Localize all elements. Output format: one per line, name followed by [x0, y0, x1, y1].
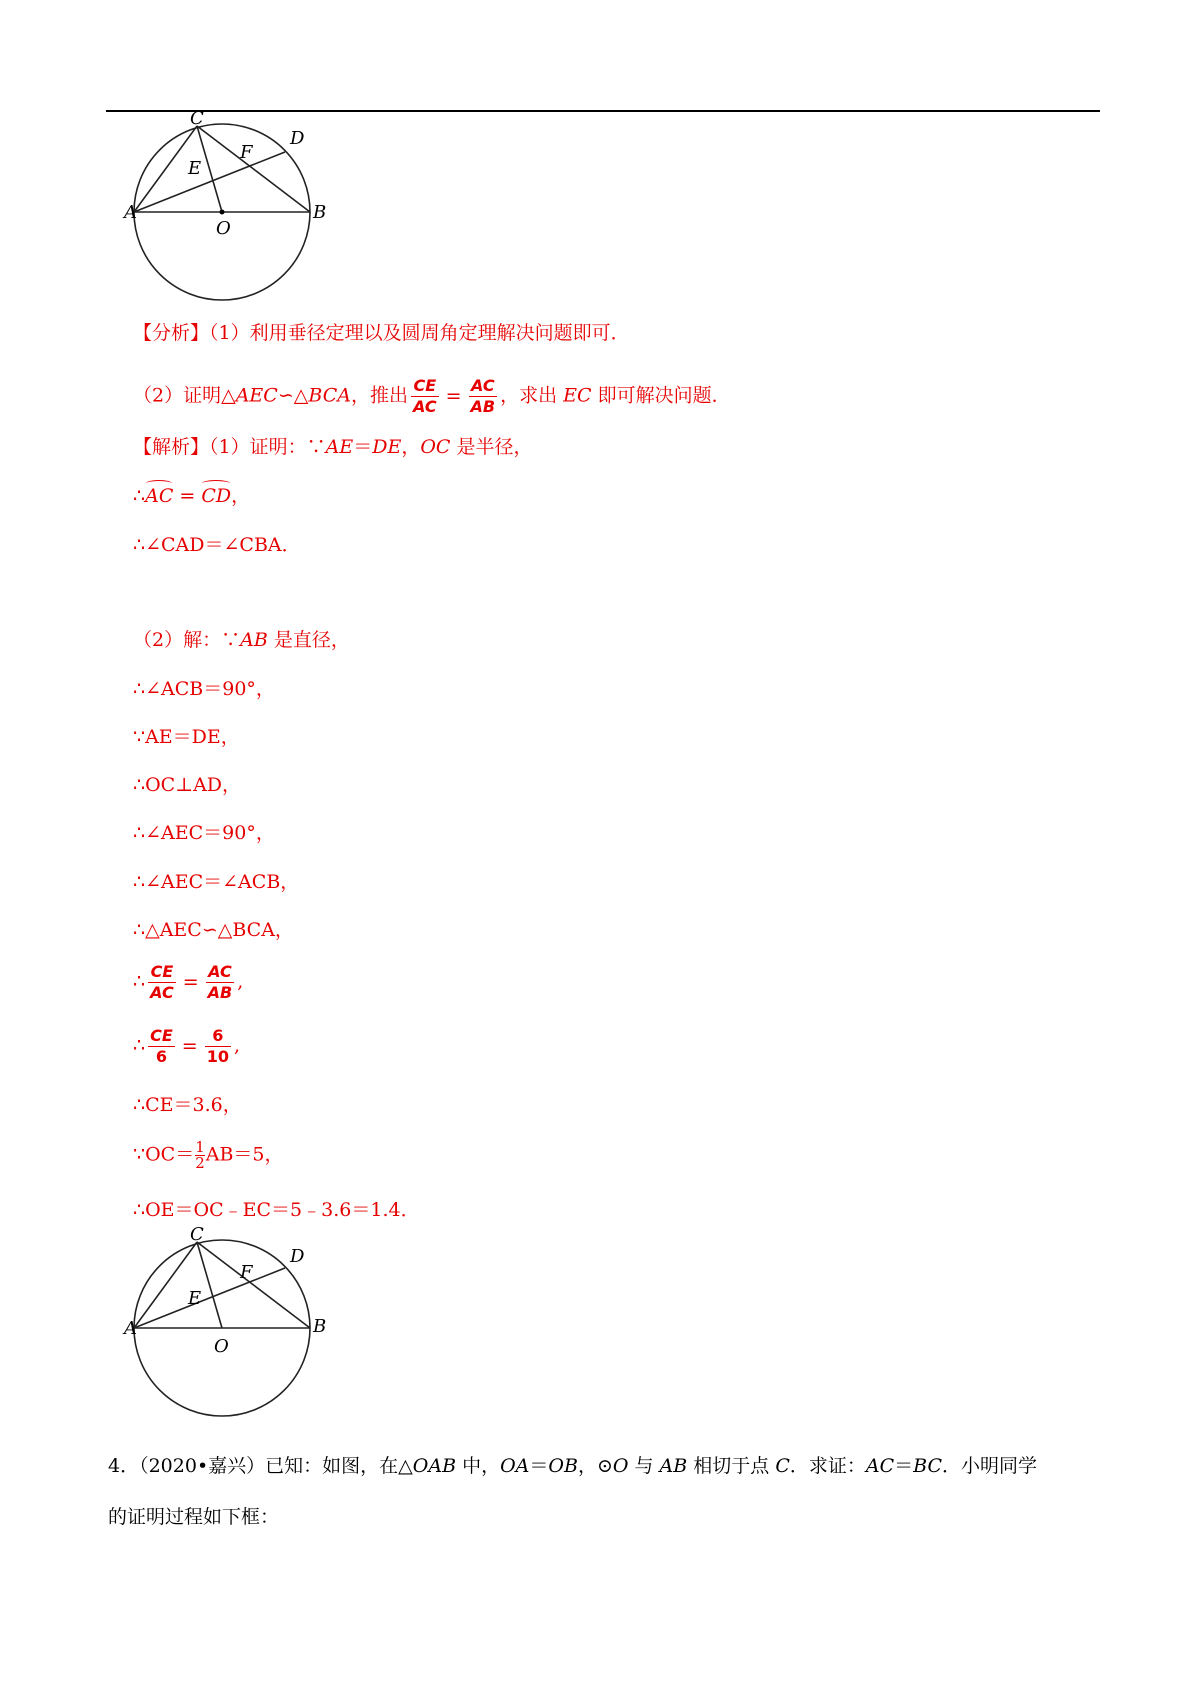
label-o: O: [216, 218, 231, 239]
step-10-pre: ∵OC＝: [133, 1143, 195, 1166]
therefore: ∴: [133, 970, 146, 993]
frac-den: AC: [150, 983, 174, 1002]
circle-figure-top: [124, 108, 350, 312]
label-e: E: [188, 158, 202, 179]
equals-sign: =: [182, 970, 199, 993]
p4-end: ．小明同学: [942, 1455, 1038, 1477]
sol-text-end: 是半径，: [450, 436, 533, 458]
fraction-ac-ab: [469, 376, 498, 417]
fraction-6-10: [205, 1026, 231, 1067]
step-2: ∵AE＝DE，: [133, 726, 240, 748]
step-1: ∴∠ACB＝90°，: [133, 678, 275, 700]
frac-num: CE: [411, 376, 439, 397]
step-4: ∴∠AEC＝90°，: [133, 822, 275, 844]
fraction-ce-ac: [411, 376, 439, 417]
analysis-tag: 【分析】: [133, 322, 210, 344]
p4-ab: AB: [659, 1455, 688, 1477]
p4-tan: 相切于点: [687, 1455, 776, 1477]
circle-figure-bottom: [124, 1224, 350, 1428]
p4-oa: OA: [500, 1455, 530, 1477]
step-5: ∴∠AEC＝∠ACB，: [133, 871, 300, 893]
analysis-line-1: [133, 320, 630, 346]
equals-sign: =: [181, 1034, 198, 1057]
step-11: ∴OE＝OC﹣EC＝5﹣3.6＝1.4．: [133, 1199, 420, 1221]
label-b: B: [313, 202, 327, 223]
arc-ac: AC: [145, 485, 174, 507]
label-f: F: [240, 142, 253, 163]
arc-cd: CD: [201, 485, 232, 507]
solution-part2-line: [133, 627, 350, 653]
sol2-end: 是直径，: [267, 629, 350, 651]
p4-eq: ＝: [529, 1455, 549, 1477]
p4-ac: AC: [865, 1455, 895, 1477]
p4-o: O: [612, 1455, 629, 1477]
label-a: A: [124, 1318, 137, 1339]
analysis-aec: AEC: [235, 384, 278, 407]
label-c: C: [190, 1224, 204, 1245]
step-10-end: AB＝5，: [205, 1143, 284, 1166]
sol2-text: （2）解：∵: [133, 629, 241, 651]
p4-bc: BC: [913, 1455, 943, 1477]
sol-de: DE: [372, 436, 402, 458]
step-9: ∴CE＝3.6，: [133, 1094, 242, 1116]
sol-eq: ＝: [353, 436, 373, 458]
analysis-ec: EC: [563, 384, 592, 407]
therefore: ∴: [133, 485, 146, 507]
analysis-text-2d: 即可解决问题．: [591, 384, 731, 407]
step-7-end: ,: [237, 970, 244, 993]
frac-num: AC: [469, 376, 498, 397]
sol-ae: AE: [325, 436, 354, 458]
sol-oc: OC: [420, 436, 451, 458]
frac-den: AB: [470, 397, 496, 416]
label-d: D: [290, 128, 305, 149]
p4-with: 与: [628, 1455, 660, 1477]
analysis-text-2b: ，推出: [350, 384, 408, 407]
arc-eq: =: [173, 485, 202, 507]
solution-angle-line: ∴∠CAD＝∠CBA．: [133, 534, 301, 556]
step-8-end: ,: [233, 1034, 240, 1057]
solution-tag: 【解析】: [133, 436, 210, 458]
fraction-ce-ac: [148, 962, 176, 1003]
step-8: [133, 1026, 240, 1067]
label-f: F: [240, 1262, 253, 1283]
frac-num: CE: [148, 962, 176, 983]
p4-oab: OAB: [412, 1455, 457, 1477]
analysis-sim: ∽△: [277, 384, 309, 407]
problem-4-line-2: 的证明过程如下框：: [108, 1506, 280, 1528]
equals-sign: =: [445, 384, 462, 407]
fraction-ac-ab: [206, 962, 235, 1003]
label-a: A: [124, 202, 137, 223]
solution-line-1: [133, 434, 533, 460]
frac-num: 6: [205, 1026, 231, 1047]
fraction-ce-6: [148, 1026, 175, 1067]
p4-ob: OB: [548, 1455, 578, 1477]
analysis-text-1: （1）利用垂径定理以及圆周角定理解决问题即可．: [209, 322, 630, 344]
label-d: D: [290, 1246, 305, 1267]
p4-c: C: [775, 1455, 790, 1477]
therefore: ∴: [133, 1034, 146, 1057]
problem-4-line-1: [108, 1452, 1037, 1480]
fraction-half: [195, 1140, 205, 1171]
p4-text: 4．（2020•嘉兴）已知：如图，在△: [108, 1455, 413, 1477]
analysis-bca: BCA: [308, 384, 351, 407]
label-o: O: [214, 1336, 229, 1357]
frac-den: AB: [207, 983, 233, 1002]
analysis-text-2c: ，求出: [500, 384, 564, 407]
arc-end: ，: [231, 485, 251, 507]
step-10: [133, 1140, 284, 1171]
solution-arc-line: [133, 483, 250, 509]
frac-num: 1: [195, 1138, 205, 1156]
p4-mid: 中，: [456, 1455, 501, 1477]
frac-num: AC: [206, 962, 235, 983]
step-3: ∴OC⊥AD，: [133, 774, 242, 796]
sol2-ab: AB: [240, 629, 268, 651]
p4-prove: ．求证：: [789, 1455, 866, 1477]
p4-eq2: ＝: [894, 1455, 914, 1477]
frac-den: AC: [412, 397, 437, 416]
step-6: ∴△AEC∽△BCA，: [133, 919, 294, 941]
p4-circle: ，⊙: [577, 1455, 613, 1477]
analysis-line-2: [133, 376, 731, 417]
step-7: [133, 962, 243, 1003]
label-c: C: [190, 108, 204, 129]
frac-den: 2: [195, 1154, 205, 1172]
analysis-text-2a: （2）证明△: [133, 384, 236, 407]
label-b: B: [313, 1316, 327, 1337]
label-e: E: [188, 1288, 202, 1309]
frac-num: CE: [150, 1026, 173, 1045]
sol-text: （1）证明：∵: [209, 436, 326, 458]
sol-comma: ，: [401, 436, 421, 458]
frac-den: 6: [155, 1047, 167, 1066]
frac-den: 10: [206, 1047, 229, 1066]
